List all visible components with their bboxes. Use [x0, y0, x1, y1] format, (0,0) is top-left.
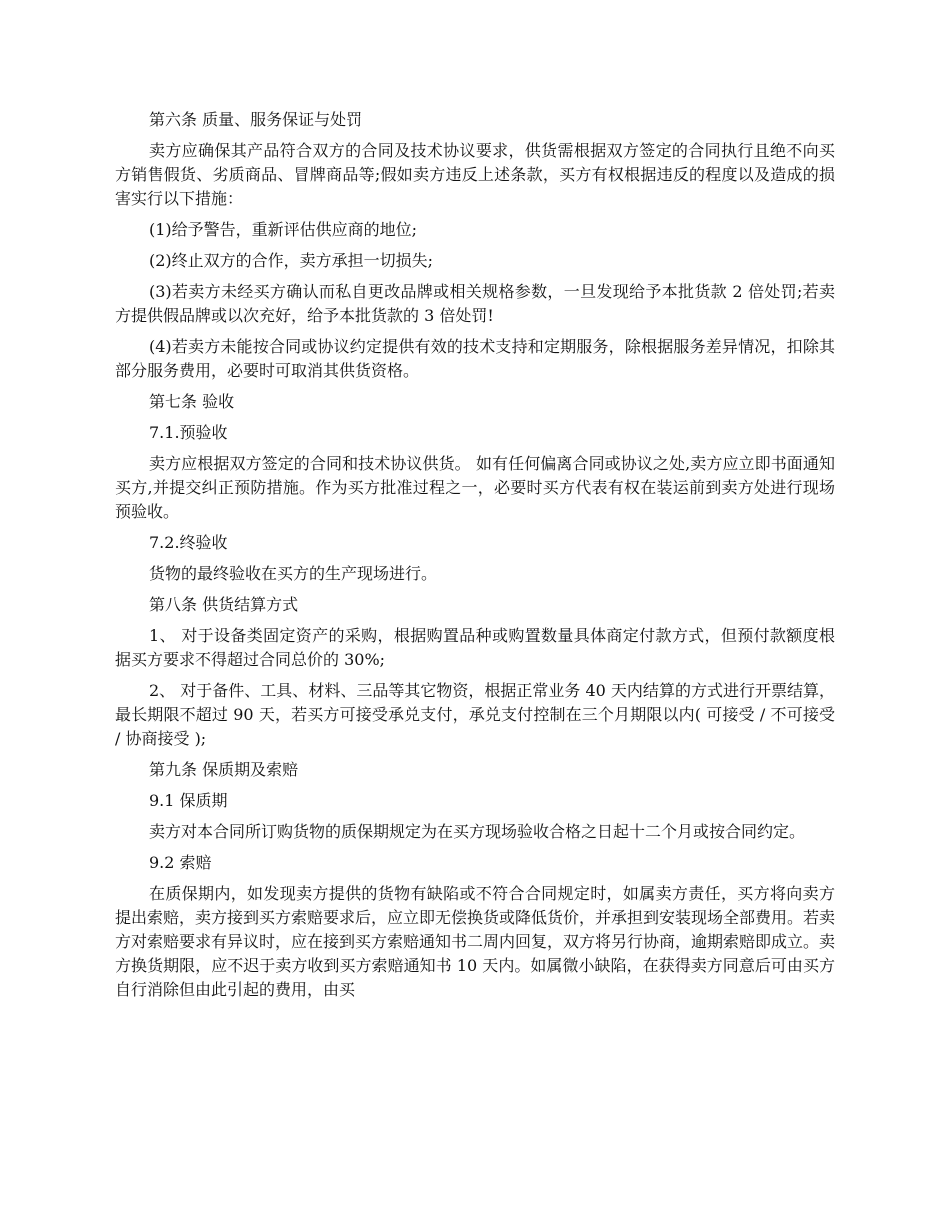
paragraph-final-acceptance: 货物的最终验收在买方的生产现场进行。 [149, 564, 438, 583]
subsection-heading-7-2: 7.2.终验收 [149, 533, 228, 552]
list-item-brand-penalty: (3)若卖方未经买方确认而私自更改品牌或相关规格参数，一旦发现给予本批货款 2 倍处罚;若卖方提供假品牌或以次充好，给予本批货款的 3 倍处罚! [115, 282, 835, 325]
section-heading-article-6: 第六条 质量、服务保证与处罚 [149, 110, 363, 129]
document-body [115, 108, 835, 1009]
paragraph-settlement-materials: 2、 对于备件、工具、材料、三品等其它物资，根据正常业务 40 天内结算的方式进行开票结算，最长期限不超过 90 天，若买方可接受承兑支付，承兑支付控制在三个月期限以内( 可接受 / 不可接受 / 协商接受 ); [115, 681, 835, 748]
paragraph-pre-acceptance: 卖方应根据双方签定的合同和技术协议供货。 如有任何偏离合同或协议之处,卖方应立即书面通知买方,并提交纠正预防措施。作为买方批准过程之一，必要时买方代表有权在装运前到卖方处进行现场预验收。 [115, 454, 835, 521]
paragraph-claims: 在质保期内，如发现卖方提供的货物有缺陷或不符合合同规定时，如属卖方责任，买方将向卖方提出索赔，卖方接到买方索赔要求后，应立即无偿换货或降低货价，并承担到安装现场全部费用。若卖方对索赔要求有异议时，应在接到买方索赔通知书二周内回复，双方将另行协商，逾期索赔即成立。卖方换货期限，应不迟于卖方收到买方索赔通知书 10 天内。如属微小缺陷，在获得卖方同意后可由买方自行消除但由此引起的费用，由买 [115, 884, 836, 999]
paragraph-warranty-period: 卖方对本合同所订购货物的质保期规定为在买方现场验收合格之日起十二个月或按合同约定。 [149, 822, 806, 841]
section-heading-article-7: 第七条 验收 [149, 392, 235, 411]
list-item-warning: (1)给予警告，重新评估供应商的地位; [149, 220, 418, 239]
paragraph-quality-requirements: 卖方应确保其产品符合双方的合同及技术协议要求，供货需根据双方签定的合同执行且绝不向买方销售假货、劣质商品、冒牌商品等;假如卖方违反上述条款，买方有权根据违反的程度以及造成的损害实行以下措施： [115, 141, 835, 208]
subsection-heading-7-1: 7.1.预验收 [149, 423, 228, 442]
list-item-service-penalty: (4)若卖方未能按合同或协议约定提供有效的技术支持和定期服务，除根据服务差异情况，扣除其部分服务费用，必要时可取消其供货资格。 [115, 337, 835, 380]
section-heading-article-9: 第九条 保质期及索赔 [149, 760, 299, 779]
subsection-heading-9-1: 9.1 保质期 [149, 791, 228, 810]
list-item-termination: (2)终止双方的合作，卖方承担一切损失; [149, 251, 434, 270]
subsection-heading-9-2: 9.2 索赔 [149, 853, 212, 872]
section-heading-article-8: 第八条 供货结算方式 [149, 595, 299, 614]
paragraph-settlement-equipment: 1、 对于设备类固定资产的采购，根据购置品种或购置数量具体商定付款方式，但预付款额度根据买方要求不得超过合同总价的 30%; [115, 626, 835, 669]
